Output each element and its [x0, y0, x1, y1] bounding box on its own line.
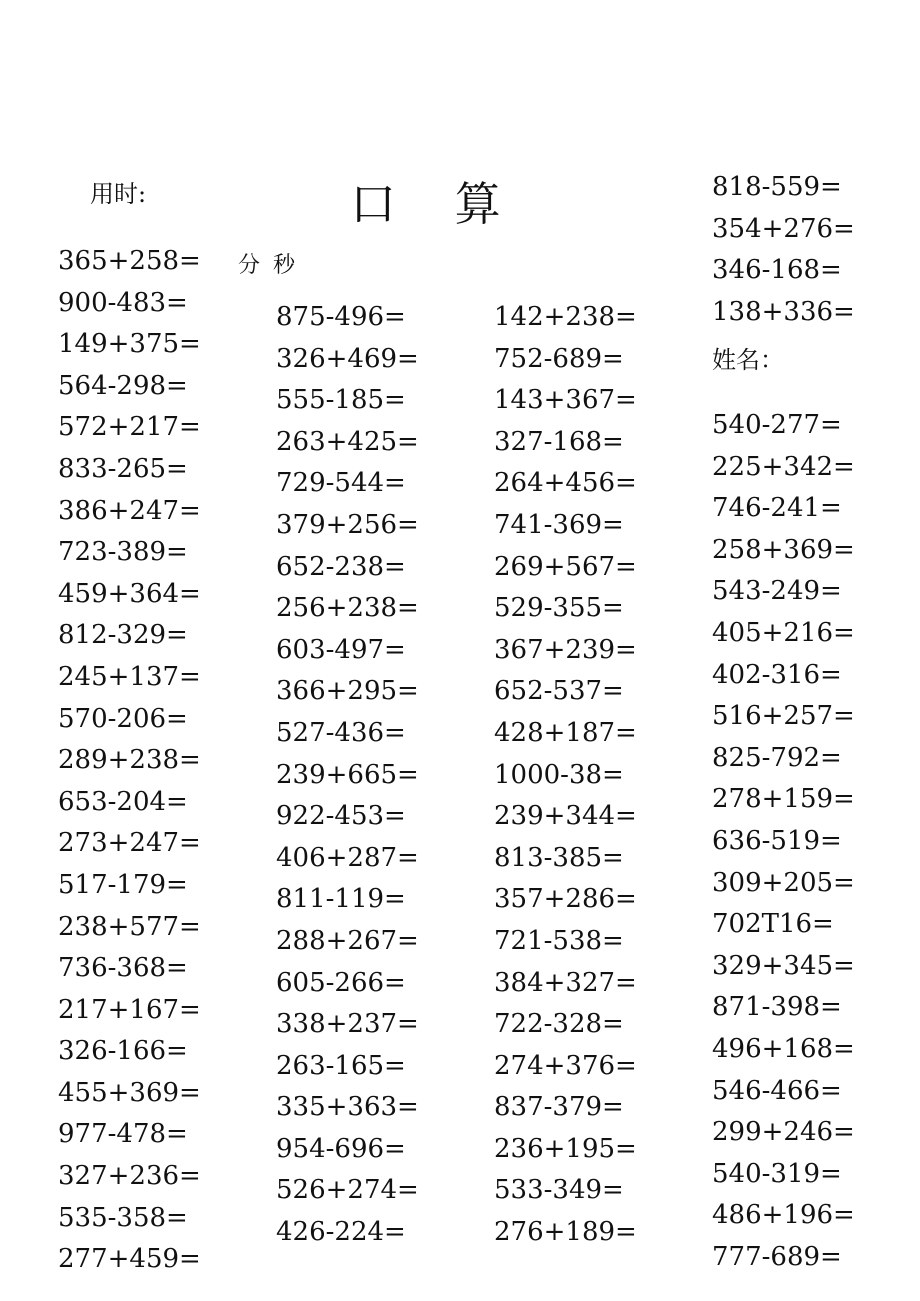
- arithmetic-problem: 526+274=: [276, 1175, 419, 1206]
- problem-column-2: [276, 297, 419, 1254]
- arithmetic-problem: 269+567=: [494, 551, 637, 582]
- name-label: 姓名：: [712, 346, 784, 374]
- arithmetic-problem: 546-466=: [712, 1075, 842, 1106]
- arithmetic-problem: 653-204=: [58, 786, 188, 817]
- arithmetic-problem: 426-224=: [276, 1217, 406, 1248]
- arithmetic-problem: 527-436=: [276, 717, 406, 748]
- arithmetic-problem: 386+247=: [58, 495, 201, 526]
- arithmetic-problem: 264+456=: [494, 468, 637, 499]
- arithmetic-problem: 977-478=: [58, 1119, 188, 1150]
- arithmetic-problem: 263+425=: [276, 426, 419, 457]
- arithmetic-problem: 603-497=: [276, 634, 406, 665]
- arithmetic-problem: 149+375=: [58, 329, 201, 360]
- arithmetic-problem: 335+363=: [276, 1092, 419, 1123]
- arithmetic-problem: 428+187=: [494, 717, 637, 748]
- arithmetic-problem: 278+159=: [712, 784, 855, 815]
- arithmetic-problem: 652-537=: [494, 676, 624, 707]
- arithmetic-problem: 702T16=: [712, 909, 834, 940]
- arithmetic-problem: 327-168=: [494, 426, 624, 457]
- arithmetic-problem: 245+137=: [58, 661, 201, 692]
- arithmetic-problem: 236+195=: [494, 1133, 637, 1164]
- arithmetic-problem: 833-265=: [58, 453, 188, 484]
- arithmetic-problem: 752-689=: [494, 343, 624, 374]
- problem-column-1: [58, 241, 201, 1281]
- arithmetic-problem: 277+459=: [58, 1244, 201, 1275]
- arithmetic-problem: 1000-38=: [494, 759, 624, 790]
- arithmetic-problem: 367+239=: [494, 634, 637, 665]
- arithmetic-problem: 346-168=: [712, 255, 842, 286]
- arithmetic-problem: 746-241=: [712, 493, 842, 524]
- arithmetic-problem: 652-238=: [276, 551, 406, 582]
- arithmetic-problem: 258+369=: [712, 534, 855, 565]
- arithmetic-problem: 954-696=: [276, 1133, 406, 1164]
- time-used-label: 用时:: [90, 180, 147, 208]
- arithmetic-problem: 309+205=: [712, 867, 855, 898]
- arithmetic-problem: 555-185=: [276, 385, 406, 416]
- arithmetic-problem: 875-496=: [276, 302, 406, 332]
- arithmetic-problem: 142+238=: [494, 302, 637, 332]
- arithmetic-problem: 818-559=: [712, 172, 842, 202]
- arithmetic-problem: 327+236=: [58, 1161, 201, 1192]
- arithmetic-problem: 365+258=: [58, 246, 201, 276]
- arithmetic-problem: 736-368=: [58, 953, 188, 984]
- arithmetic-problem: 143+367=: [494, 385, 637, 416]
- arithmetic-problem: 517-179=: [58, 869, 188, 900]
- arithmetic-problem: 825-792=: [712, 742, 842, 773]
- minutes-seconds-label: 分 秒: [238, 253, 295, 278]
- arithmetic-problem: 605-266=: [276, 967, 406, 998]
- arithmetic-problem: 812-329=: [58, 620, 188, 651]
- arithmetic-problem: 723-389=: [58, 537, 188, 568]
- arithmetic-problem: 379+256=: [276, 509, 419, 540]
- arithmetic-problem: 459+364=: [58, 578, 201, 609]
- arithmetic-problem: 777-689=: [712, 1241, 842, 1272]
- arithmetic-problem: 922-453=: [276, 801, 406, 832]
- arithmetic-problem: 741-369=: [494, 509, 624, 540]
- arithmetic-problem: 486+196=: [712, 1200, 855, 1231]
- arithmetic-problem: 329+345=: [712, 950, 855, 981]
- arithmetic-problem: 496+168=: [712, 1033, 855, 1064]
- arithmetic-problem: 811-119=: [276, 884, 406, 915]
- arithmetic-problem: 636-519=: [712, 825, 842, 856]
- arithmetic-problem: 326-166=: [58, 1036, 188, 1067]
- arithmetic-problem: 239+344=: [494, 801, 637, 832]
- arithmetic-problem: 900-483=: [58, 287, 188, 318]
- arithmetic-problem: 289+238=: [58, 745, 201, 776]
- arithmetic-problem: 529-355=: [494, 593, 624, 624]
- arithmetic-problem: 722-328=: [494, 1009, 624, 1040]
- arithmetic-problem: 225+342=: [712, 451, 855, 482]
- arithmetic-problem: 402-316=: [712, 659, 842, 690]
- arithmetic-problem: 729-544=: [276, 468, 406, 499]
- arithmetic-problem: 572+217=: [58, 412, 201, 443]
- page-title: 口 算: [350, 177, 523, 231]
- arithmetic-problem: 138+336=: [712, 296, 855, 327]
- arithmetic-problem: 533-349=: [494, 1175, 624, 1206]
- arithmetic-problem: 540-277=: [712, 410, 842, 440]
- problem-column-3: [494, 297, 637, 1254]
- arithmetic-problem: 238+577=: [58, 911, 201, 942]
- arithmetic-problem: 274+376=: [494, 1050, 637, 1081]
- arithmetic-problem: 837-379=: [494, 1092, 624, 1123]
- arithmetic-problem: 570-206=: [58, 703, 188, 734]
- arithmetic-problem: 256+238=: [276, 593, 419, 624]
- arithmetic-problem: 405+216=: [712, 617, 855, 648]
- arithmetic-problem: 543-249=: [712, 576, 842, 607]
- arithmetic-problem: 357+286=: [494, 884, 637, 915]
- arithmetic-problem: 366+295=: [276, 676, 419, 707]
- arithmetic-problem: 564-298=: [58, 370, 188, 401]
- arithmetic-problem: 288+267=: [276, 925, 419, 956]
- arithmetic-problem: 871-398=: [712, 992, 842, 1023]
- problem-column-4-top: [712, 167, 855, 333]
- arithmetic-problem: 276+189=: [494, 1217, 637, 1248]
- arithmetic-problem: 384+327=: [494, 967, 637, 998]
- arithmetic-problem: 217+167=: [58, 994, 201, 1025]
- arithmetic-problem: 721-538=: [494, 925, 624, 956]
- arithmetic-problem: 273+247=: [58, 828, 201, 859]
- arithmetic-problem: 813-385=: [494, 842, 624, 873]
- arithmetic-problem: 535-358=: [58, 1202, 188, 1233]
- arithmetic-problem: 516+257=: [712, 701, 855, 732]
- arithmetic-problem: 326+469=: [276, 343, 419, 374]
- arithmetic-problem: 263-165=: [276, 1050, 406, 1081]
- arithmetic-problem: 540-319=: [712, 1158, 842, 1189]
- arithmetic-problem: 299+246=: [712, 1117, 855, 1148]
- problem-column-4-bottom: [712, 405, 855, 1278]
- arithmetic-problem: 455+369=: [58, 1077, 201, 1108]
- arithmetic-problem: 338+237=: [276, 1009, 419, 1040]
- arithmetic-problem: 239+665=: [276, 759, 419, 790]
- arithmetic-problem: 406+287=: [276, 842, 419, 873]
- arithmetic-problem: 354+276=: [712, 213, 855, 244]
